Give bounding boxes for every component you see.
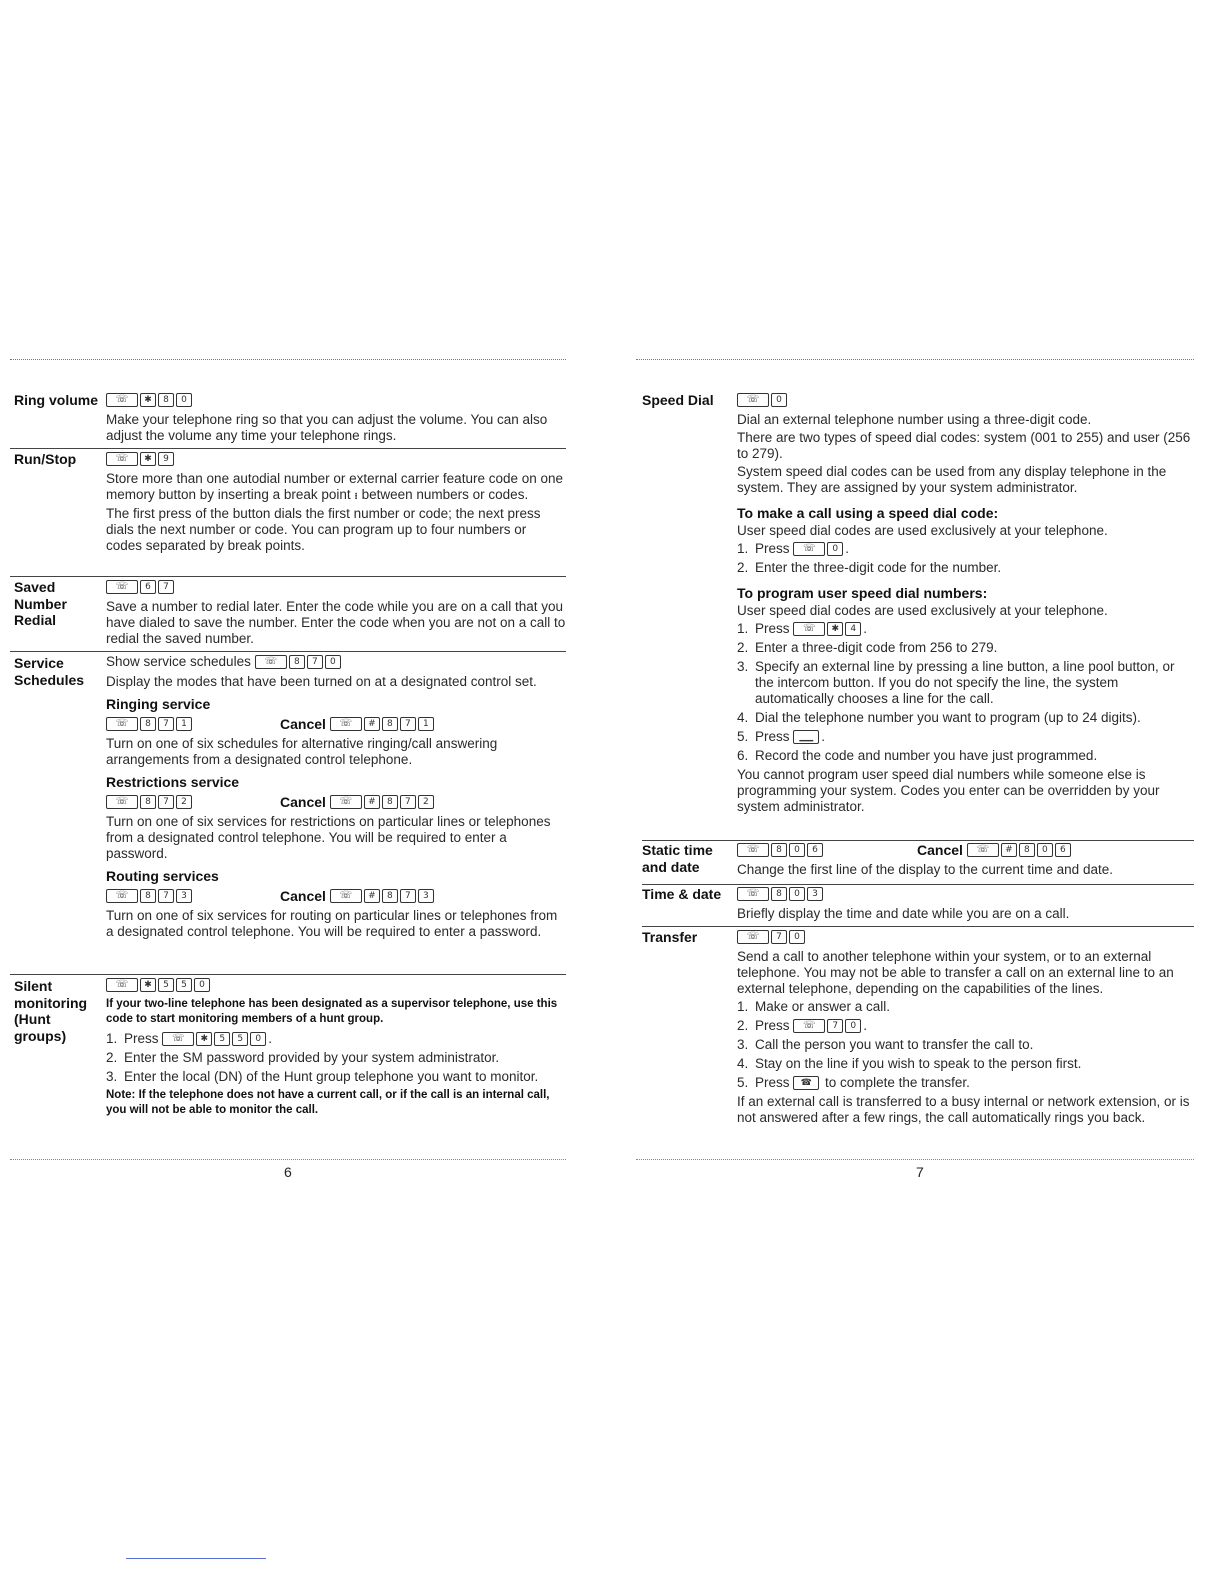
hash-key: # [364,795,380,809]
entry-static-time-date [642,840,1194,885]
page-number: 7 [916,1164,924,1180]
list-item: 1. Press ☏ ✱ 4 . [737,621,868,636]
digit-key: 3 [418,889,434,903]
list-item: 1. Press ☏ 0 . [737,541,850,556]
subsection-title: Restrictions service [106,774,240,790]
description: Make your telephone ring so that you can adjust the volume. You can also adjust the volume any time your telephone rings. [106,412,548,443]
show-schedules-line: Show service schedules ☏ 8 7 0 [106,653,566,671]
digit-key: 6 [807,843,823,857]
feature-key: ☏ [793,1019,825,1033]
list-item: 2. Enter a three-digit code from 256 to 279. [737,640,998,655]
entry-transfer [642,926,1194,1157]
entry-silent-monitoring [10,974,566,1135]
star-key: ✱ [827,622,843,636]
list-item: 2. Press ☏ 7 0 . [737,1018,868,1033]
feature-key: ☏ [793,622,825,636]
digit-key: 2 [418,795,434,809]
description: Turn on one of six schedules for alternative ringing/call answering arrangements from a designated control telephone. [106,736,498,767]
key-sequence [106,793,566,811]
term-speed-dial: Speed Dial [642,392,714,408]
digit-key: 7 [158,889,174,903]
feature-key: ☏ [737,930,769,944]
feature-key: ☏ [330,795,362,809]
digit-key: 0 [176,393,192,407]
description-2: The first press of the button dials the first number or code; the next press dials the next number or code. You can program up to four numbers or codes separated by break points. [106,506,541,553]
digit-key: 7 [771,930,787,944]
digit-key: 0 [845,1019,861,1033]
cancel-label: Cancel [280,888,326,904]
digit-key: 5 [232,1032,248,1046]
feature-key: ☏ [106,978,138,992]
key-sequence [162,1032,268,1046]
bottom-rule [636,1159,1194,1160]
cancel-label: Cancel [917,842,963,858]
digit-key: 8 [140,795,156,809]
term-transfer: Transfer [642,929,698,945]
feature-key: ☏ [737,843,769,857]
feature-key: ☏ [255,655,287,669]
digit-key: 0 [1037,843,1053,857]
description: If an external call is transferred to a busy internal or network extension, or is not answered after a few rings, the call automatically rings you back. [737,1094,1190,1125]
term-service-schedules: Service Schedules [14,655,85,688]
digit-key: 2 [176,795,192,809]
digit-key: 6 [140,580,156,594]
digit-key: 1 [418,717,434,731]
digit-key: 8 [771,887,787,901]
key-sequence [106,887,566,905]
digit-key: 8 [382,795,398,809]
subsection-title: Ringing service [106,696,211,712]
description: There are two types of speed dial codes: system (001 to 255) and user (256 to 279). [737,430,1191,461]
key-sequence [737,391,1194,409]
digit-key: 8 [140,889,156,903]
term-time-date: Time & date [642,886,722,902]
key-sequence [737,841,1194,859]
description: Send a call to another telephone within your system, or to an external telephone. You may not be able to transfer a call on an external line to an external telephone, depending on the capabilities of the lines. [737,949,1174,996]
digit-key: 0 [827,542,843,556]
description: Dial an external telephone number using a three-digit code. [737,412,1092,427]
steps-list [737,541,1194,576]
digit-key: 8 [289,655,305,669]
digit-key: 0 [250,1032,266,1046]
feature-key: ☏ [106,889,138,903]
feature-key: ☏ [162,1032,194,1046]
entry-ring-volume [10,392,566,448]
digit-key: 5 [176,978,192,992]
digit-key: 1 [176,717,192,731]
entry-service-schedules [10,651,566,976]
description: User speed dial codes are used exclusively at your telephone. [737,603,1108,618]
cancel-label: Cancel [280,794,326,810]
feature-key: ☏ [106,580,138,594]
feature-key: ☏ [106,795,138,809]
digit-key: 8 [382,717,398,731]
key-sequence [793,1019,863,1033]
digit-key: 7 [400,795,416,809]
description: You cannot program user speed dial numbers while someone else is programming your system. Codes you enter can be overridden by your system administrator. [737,767,1160,814]
feature-key: ☏ [330,717,362,731]
digit-key: 0 [789,930,805,944]
digit-key: 7 [158,717,174,731]
list-item: 6. Record the code and number you have just programmed. [737,748,1098,763]
digit-key: 7 [400,889,416,903]
feature-key: ☏ [106,717,138,731]
feature-key: ☏ [967,843,999,857]
page-number: 6 [284,1164,292,1180]
description: Display the modes that have been turned on at a designated control set. [106,674,537,689]
list-item: 5. Press ▁▁ . [737,729,826,744]
star-key: ✱ [140,393,156,407]
description: Turn on one of six services for restrictions on particular lines or telephones from a designated control telephone. You will be required to enter a password. [106,814,551,861]
break-point-icon: ⁝ [354,491,358,501]
supervisor-note: If your two-line telephone has been designated as a supervisor telephone, use this code to start monitoring members of a hunt group. [106,998,558,1025]
star-key: ✱ [140,452,156,466]
entry-run-stop [10,448,566,577]
star-key: ✱ [196,1032,212,1046]
top-rule [636,359,1194,360]
list-item: 4. Stay on the line if you wish to speak to the person first. [737,1056,1082,1071]
star-key: ✱ [140,978,156,992]
digit-key: 0 [789,887,805,901]
underline-mark [126,1558,266,1559]
digit-key: 0 [194,978,210,992]
description: Change the first line of the display to the current time and date. [737,862,1113,877]
steps-list [737,621,1194,764]
digit-key: 5 [158,978,174,992]
key-sequence [793,622,863,636]
digit-key: 0 [325,655,341,669]
top-rule [10,359,566,360]
digit-key: 4 [845,622,861,636]
subsection-title: To make a call using a speed dial code: [737,505,999,521]
cancel-label: Cancel [280,716,326,732]
digit-key: 9 [158,452,174,466]
key-sequence [106,976,566,994]
list-item: 5. Press ☎ to complete the transfer. [737,1075,970,1090]
digit-key: 5 [214,1032,230,1046]
description: System speed dial codes can be used from any display telephone in the system. They are assigned by your system administrator. [737,464,1167,495]
hash-key: # [364,717,380,731]
digit-key: 8 [771,843,787,857]
term-silent-monitoring: Silent monitoring (Hunt groups) [14,978,88,1044]
description: Save a number to redial later. Enter the code while you are on a call that you have dialed to save the number. Enter the code when you are not on a call to redial the saved number. [106,599,566,646]
digit-key: 3 [807,887,823,901]
description: Turn on one of six services for routing on particular lines or telephones from a designated control telephone. You will be required to enter a password. [106,908,558,939]
feature-key: ☏ [737,887,769,901]
hash-key: # [1001,843,1017,857]
key-sequence [106,578,566,596]
subsection-title: To program user speed dial numbers: [737,585,988,601]
entry-speed-dial [642,392,1194,840]
list-item: 3. Enter the local (DN) of the Hunt group telephone you want to monitor. [106,1069,539,1084]
release-key-icon: ☎ [793,1076,819,1090]
hold-key-icon: ▁▁ [793,730,819,744]
digit-key: 6 [1055,843,1071,857]
list-item: 1. Make or answer a call. [737,999,891,1014]
digit-key: 8 [1019,843,1035,857]
key-sequence [737,885,1194,903]
key-sequence [106,715,566,733]
description: Store more than one autodial number or external carrier feature code on one memory button by inserting a break point ⁝ between numbers or codes. [106,471,564,502]
list-item: 3. Call the person you want to transfer the call to. [737,1037,1034,1052]
note: Note: If the telephone does not have a current call, or if the call is an internal call, you will not be able to monitor the call. [106,1089,550,1116]
list-item: 2. Enter the SM password provided by your system administrator. [106,1050,500,1065]
digit-key: 7 [400,717,416,731]
list-item: 3. Specify an external line by pressing a line button, a line pool button, or the intercom button. If you do not specify the line, the system automatically chooses a line for the call. [737,659,1175,706]
digit-key: 8 [382,889,398,903]
key-sequence [106,450,566,468]
list-item: 4. Dial the telephone number you want to program (up to 24 digits). [737,710,1141,725]
description: Briefly display the time and date while you are on a call. [737,906,1070,921]
steps-list [106,1031,566,1085]
list-item: 2. Enter the three-digit code for the number. [737,560,1002,575]
steps-list [737,999,1194,1091]
term-ring-volume: Ring volume [14,392,99,408]
key-sequence [106,391,566,409]
key-sequence [793,542,845,556]
digit-key: 8 [140,717,156,731]
digit-key: 7 [827,1019,843,1033]
key-sequence [737,928,1194,946]
feature-key: ☏ [330,889,362,903]
description: User speed dial codes are used exclusively at your telephone. [737,523,1108,538]
digit-key: 8 [158,393,174,407]
list-item: 1. Press ☏ ✱ 5 5 0 . [106,1031,273,1046]
hash-key: # [364,889,380,903]
term-saved-number-redial: Saved Number Redial [14,579,67,628]
term-static-time-date: Static time and date [642,842,713,875]
digit-key: 0 [771,393,787,407]
subsection-title: Routing services [106,868,219,884]
feature-key: ☏ [737,393,769,407]
digit-key: 0 [789,843,805,857]
digit-key: 7 [307,655,323,669]
term-run-stop: Run/Stop [14,451,77,467]
feature-key: ☏ [106,452,138,466]
digit-key: 7 [158,580,174,594]
entry-time-date [642,884,1194,929]
entry-saved-number-redial [10,576,566,657]
feature-key: ☏ [106,393,138,407]
digit-key: 7 [158,795,174,809]
digit-key: 3 [176,889,192,903]
feature-key: ☏ [793,542,825,556]
bottom-rule [10,1159,566,1160]
